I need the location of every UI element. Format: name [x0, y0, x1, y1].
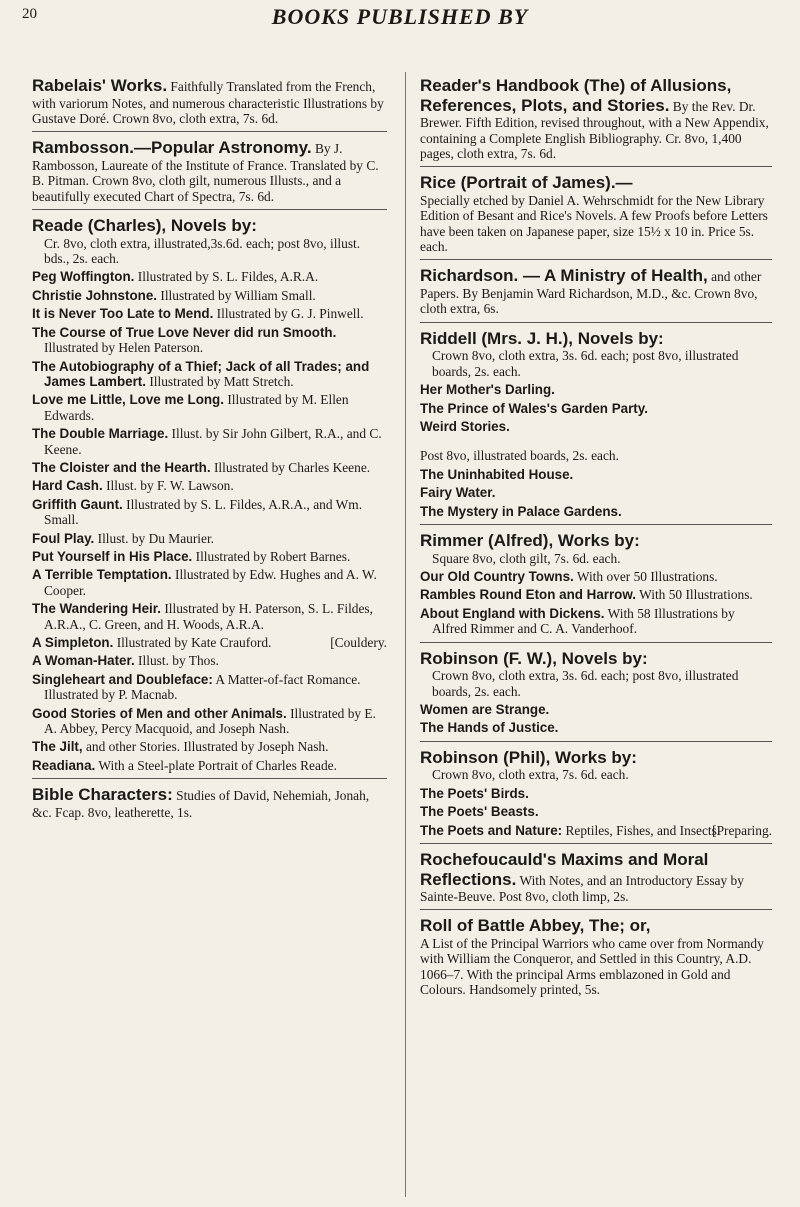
entry-desc: Crown 8vo, cloth extra, 3s. 6d. each; post 8vo, illustrated boards, 2s. each.: [432, 348, 739, 379]
item-title: The Autobiography of a Thief; Jack of all Trades; and James Lambert.: [32, 358, 370, 389]
entry-rambosson: [32, 132, 387, 210]
item-desc: Illustrated by H. Paterson, S. L. Fildes, A.R.A., C. Green, and H. Woods, A.R.A.: [44, 601, 373, 632]
item-title: The Course of True Love Never did run Smooth.: [32, 324, 337, 340]
column-divider: [405, 72, 406, 1197]
entry-desc-2: Post 8vo, illustrated boards, 2s. each.: [420, 448, 619, 464]
item-title: Women are Strange.: [420, 701, 550, 717]
list-item: [420, 504, 772, 519]
list-item: [32, 531, 387, 546]
entry-title: Roll of Battle Abbey, The; or,: [420, 916, 651, 936]
list-item: [32, 635, 387, 650]
item-title: The Poets' Beasts.: [420, 804, 539, 820]
item-desc: With 58 Illustrations by Alfred Rimmer and C. A. Vanderhoof.: [432, 605, 735, 637]
list-item: [420, 720, 772, 735]
list-item: [32, 359, 387, 390]
item-title: Her Mother's Darling.: [420, 382, 555, 398]
item-title: A Simpleton.: [32, 635, 114, 651]
item-title: A Woman-Hater.: [32, 653, 135, 669]
item-desc: Illust. by Thos.: [138, 653, 219, 669]
list-item: [32, 549, 387, 564]
item-desc: Illust. by Du Maurier.: [97, 530, 215, 546]
entry-reade: [32, 210, 387, 779]
item-note: [Preparing.: [712, 822, 772, 838]
item-desc: Illustrated by Robert Barnes.: [195, 548, 351, 564]
entry-rabelais: [32, 70, 387, 132]
right-column: [420, 70, 772, 1003]
entry-title: Reade (Charles), Novels by:: [32, 216, 257, 236]
list-item: [32, 739, 387, 754]
entry-readers-handbook: [420, 70, 772, 167]
item-title: Put Yourself in His Place.: [32, 548, 193, 564]
list-item: [420, 804, 772, 819]
item-desc: Illustrated by G. J. Pinwell.: [216, 306, 364, 322]
item-title: The Poets' Birds.: [420, 785, 529, 801]
item-title: It is Never Too Late to Mend.: [32, 306, 214, 322]
item-title: Fairy Water.: [420, 485, 496, 501]
entry-rimmer: [420, 525, 772, 643]
list-item: [420, 467, 772, 482]
item-title: Rambles Round Eton and Harrow.: [420, 587, 637, 603]
entry-desc: A List of the Principal Warriors who came over from Normandy with William the Conqueror, and Settled in this Country, A.D. 1066–7. With the principal Arms emblazoned in Gold and Colours. Handsomely printed, 5s.: [420, 936, 764, 998]
robinson-p-list: [420, 786, 772, 838]
item-desc: Illustrated by Charles Keene.: [213, 459, 371, 475]
item-desc: Illustrated by S. L. Fildes, A.R.A.: [137, 269, 319, 285]
entry-robinson-p: [420, 742, 772, 844]
entry-title: Riddell (Mrs. J. H.), Novels by:: [420, 328, 664, 348]
rimmer-list: [420, 569, 772, 637]
riddell-list-2: [420, 467, 772, 519]
list-item: [32, 567, 387, 598]
entry-title: Robinson (Phil), Works by:: [420, 747, 637, 767]
list-item: [420, 569, 772, 584]
entry-robinson-f: [420, 643, 772, 742]
entry-title: Reader's Handbook (The) of Allusions, References, Plots, and Stories.: [420, 76, 732, 115]
item-title: The Cloister and the Hearth.: [32, 459, 211, 475]
item-desc: Illustrated by Kate Crauford.: [116, 635, 272, 651]
item-title: Singleheart and Doubleface:: [32, 671, 213, 687]
item-title: Our Old Country Towns.: [420, 569, 574, 584]
entry-richardson: [420, 260, 772, 322]
item-desc: Illustrated by E. A. Abbey, Percy Macquoid, and Joseph Nash.: [44, 705, 376, 737]
entry-rice: [420, 167, 772, 260]
list-item: [420, 823, 772, 838]
item-title: The Double Marriage.: [32, 426, 169, 442]
list-item: [32, 497, 387, 528]
list-item: [32, 325, 387, 356]
item-title: Weird Stories.: [420, 419, 510, 435]
item-desc: Illust. by Sir John Gilbert, R.A., and C. Keene.: [44, 426, 382, 457]
entry-title: Rabelais' Works.: [32, 76, 168, 95]
entry-desc: Specially etched by Daniel A. Wehrschmidt for the New Library Edition of Besant and Rice's Novels. A few Proofs before Letters have been taken on Japanese paper, size 15½ x 10 in. Price 5s. each.: [420, 192, 768, 255]
robinson-f-list: [420, 702, 772, 736]
list-item: [420, 382, 772, 397]
item-desc: Illustrated by M. Ellen Edwards.: [44, 392, 349, 423]
list-item: [32, 426, 387, 457]
list-item: [420, 606, 772, 637]
entry-desc: and other Papers. By Benjamin Ward Richardson, M.D., &c. Crown 8vo, cloth extra, 6s.: [420, 269, 762, 317]
entry-desc: Square 8vo, cloth gilt, 7s. 6d. each.: [432, 550, 621, 566]
item-desc: With over 50 Illustrations.: [576, 569, 718, 584]
item-desc: and other Stories. Illustrated by Joseph Nash.: [85, 739, 329, 755]
entry-title: Rice (Portrait of James).—: [420, 173, 633, 193]
entry-title: Richardson. — A Ministry of Health,: [420, 266, 708, 286]
entry-desc: Cr. 8vo, cloth extra, illustrated,3s.6d. each; post 8vo, illust. bds., 2s. each.: [44, 235, 361, 267]
item-title: Peg Woffington.: [32, 269, 135, 285]
item-desc: Reptiles, Fishes, and Insects.: [565, 822, 721, 838]
list-item: [32, 672, 387, 703]
entry-desc: Studies of David, Nehemiah, Jonah, &c. Fcap. 8vo, leatherette, 1s.: [32, 788, 370, 820]
list-item: [32, 392, 387, 423]
list-item: [420, 587, 772, 602]
item-title: Love me Little, Love me Long.: [32, 392, 224, 408]
list-item: [32, 269, 387, 284]
entry-title: Rambosson.—Popular Astronomy.: [32, 138, 312, 158]
list-item: [32, 601, 387, 632]
item-desc: Illustrated by Edw. Hughes and A. W. Cooper.: [44, 567, 377, 598]
entry-desc: By J. Rambosson, Laureate of the Institute of France. Translated by C. B. Pitman. Crown 8vo, cloth gilt, numerous Illusts., and a beautifully executed Chart of Spectra, 7s. 6d.: [32, 141, 379, 204]
list-item: [32, 706, 387, 737]
entry-desc: With Notes, and an Introductory Essay by Sainte-Beuve. Post 8vo, cloth limp, 2s.: [420, 872, 744, 905]
entry-title: Rimmer (Alfred), Works by:: [420, 531, 640, 551]
item-desc: With 50 Illustrations.: [639, 587, 753, 603]
item-title: The Mystery in Palace Gardens.: [420, 503, 622, 519]
list-item: [420, 419, 772, 434]
item-title: The Prince of Wales's Garden Party.: [420, 400, 648, 416]
list-item: [32, 758, 387, 773]
item-title: About England with Dickens.: [420, 605, 605, 621]
item-note: [Couldery.: [330, 635, 387, 651]
riddell-list: [420, 382, 772, 434]
item-title: Readiana.: [32, 757, 96, 773]
entry-bible: [32, 779, 387, 825]
entry-desc: Crown 8vo, cloth extra, 3s. 6d. each; post 8vo, illustrated boards, 2s. each.: [432, 668, 739, 699]
item-title: The Wandering Heir.: [32, 601, 161, 617]
entry-riddell: [420, 323, 772, 525]
entry-desc: Crown 8vo, cloth extra, 7s. 6d. each.: [432, 767, 629, 783]
item-title: The Hands of Justice.: [420, 720, 559, 736]
entry-desc: By the Rev. Dr. Brewer. Fifth Edition, revised throughout, with a New Appendix, containing a Complete English Bibliography. Cr. 8vo, 1,400 pages, cloth extra, 7s. 6d.: [420, 98, 769, 161]
item-desc: Illust. by F. W. Lawson.: [106, 478, 234, 494]
list-item: [32, 288, 387, 303]
item-title: Good Stories of Men and other Animals.: [32, 705, 287, 721]
item-desc: Illustrated by S. L. Fildes, A.R.A., and Wm. Small.: [44, 496, 363, 528]
list-item: [420, 786, 772, 801]
item-title: The Poets and Nature:: [420, 822, 563, 838]
item-desc: Illustrated by Helen Paterson.: [44, 340, 204, 356]
item-title: The Uninhabited House.: [420, 466, 574, 482]
item-title: Hard Cash.: [32, 478, 103, 494]
page-number: 20: [22, 6, 37, 22]
entry-title: Rochefoucauld's Maxims and Moral Reflections.: [420, 849, 709, 889]
list-item: [420, 485, 772, 500]
item-desc: Illustrated by William Small.: [160, 287, 316, 303]
list-item: [420, 401, 772, 416]
list-item: [32, 306, 387, 321]
entry-title: Robinson (F. W.), Novels by:: [420, 648, 648, 668]
item-title: The Jilt,: [32, 739, 83, 755]
item-title: Griffith Gaunt.: [32, 496, 123, 512]
entry-desc: Faithfully Translated from the French, with variorum Notes, and numerous characteristic Illustrations by Gustave Doré. Crown 8vo, cloth extra, 7s. 6d.: [32, 79, 384, 126]
item-desc: A Matter-of-fact Romance. Illustrated by P. Macnab.: [44, 671, 361, 703]
list-item: [420, 702, 772, 717]
list-item: [32, 653, 387, 668]
item-desc: Illustrated by Matt Stretch.: [149, 373, 294, 389]
item-title: Christie Johnstone.: [32, 287, 157, 303]
left-column: [32, 70, 387, 825]
reade-list: [32, 269, 387, 773]
item-title: A Terrible Temptation.: [32, 567, 172, 583]
entry-title: Bible Characters:: [32, 785, 173, 805]
list-item: [32, 478, 387, 493]
list-item: [32, 460, 387, 475]
entry-battle-abbey: [420, 910, 772, 1002]
item-title: Foul Play.: [32, 530, 95, 546]
entry-rochefoucauld: [420, 844, 772, 911]
running-title: BOOKS PUBLISHED BY: [271, 4, 529, 29]
item-desc: With a Steel-plate Portrait of Charles Reade.: [98, 757, 337, 773]
